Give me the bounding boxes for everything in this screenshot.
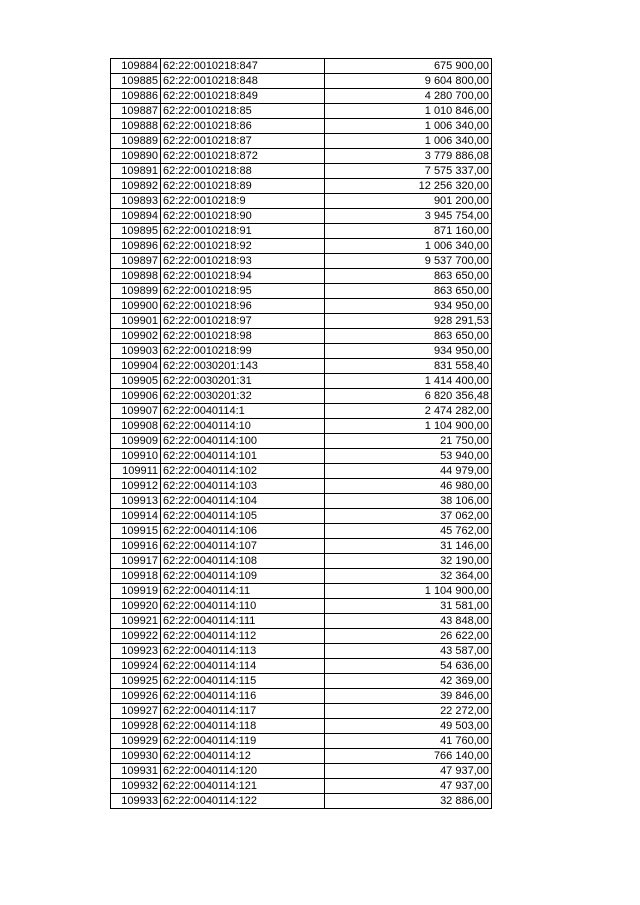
row-number-cell: 109884 <box>111 59 161 74</box>
table-row <box>111 689 492 704</box>
cadastral-number-cell: 62:22:0010218:847 <box>161 59 325 74</box>
table-row <box>111 704 492 719</box>
cadastral-value-cell: 32 190,00 <box>325 554 492 569</box>
cadastral-value-cell: 31 581,00 <box>325 599 492 614</box>
cadastral-number-cell: 62:22:0040114:1 <box>161 404 325 419</box>
table-row <box>111 434 492 449</box>
cadastral-value-cell: 863 650,00 <box>325 269 492 284</box>
table-row <box>111 269 492 284</box>
row-number-cell: 109898 <box>111 269 161 284</box>
table-row <box>111 764 492 779</box>
cadastral-value-table <box>110 58 492 809</box>
row-number-cell: 109921 <box>111 614 161 629</box>
cadastral-number-cell: 62:22:0040114:10 <box>161 419 325 434</box>
table-row <box>111 464 492 479</box>
row-number-cell: 109885 <box>111 74 161 89</box>
table-row <box>111 89 492 104</box>
cadastral-value-cell: 1 104 900,00 <box>325 419 492 434</box>
row-number-cell: 109910 <box>111 449 161 464</box>
cadastral-number-cell: 62:22:0040114:100 <box>161 434 325 449</box>
cadastral-value-cell: 871 160,00 <box>325 224 492 239</box>
cadastral-value-cell: 1 006 340,00 <box>325 119 492 134</box>
cadastral-number-cell: 62:22:0010218:96 <box>161 299 325 314</box>
cadastral-number-cell: 62:22:0040114:108 <box>161 554 325 569</box>
table-row <box>111 389 492 404</box>
table-row <box>111 779 492 794</box>
table-row <box>111 104 492 119</box>
table-row <box>111 794 492 809</box>
table-row <box>111 299 492 314</box>
cadastral-number-cell: 62:22:0040114:104 <box>161 494 325 509</box>
cadastral-value-cell: 863 650,00 <box>325 284 492 299</box>
cadastral-number-cell: 62:22:0030201:31 <box>161 374 325 389</box>
cadastral-number-cell: 62:22:0040114:117 <box>161 704 325 719</box>
cadastral-number-cell: 62:22:0010218:86 <box>161 119 325 134</box>
cadastral-value-cell: 54 636,00 <box>325 659 492 674</box>
cadastral-value-cell: 39 846,00 <box>325 689 492 704</box>
table-row <box>111 284 492 299</box>
row-number-cell: 109929 <box>111 734 161 749</box>
table-row <box>111 314 492 329</box>
row-number-cell: 109926 <box>111 689 161 704</box>
cadastral-number-cell: 62:22:0010218:848 <box>161 74 325 89</box>
cadastral-value-cell: 4 280 700,00 <box>325 89 492 104</box>
cadastral-value-cell: 47 937,00 <box>325 779 492 794</box>
cadastral-number-cell: 62:22:0040114:122 <box>161 794 325 809</box>
row-number-cell: 109890 <box>111 149 161 164</box>
cadastral-number-cell: 62:22:0010218:87 <box>161 134 325 149</box>
cadastral-value-cell: 934 950,00 <box>325 299 492 314</box>
row-number-cell: 109917 <box>111 554 161 569</box>
cadastral-value-cell: 863 650,00 <box>325 329 492 344</box>
cadastral-value-cell: 47 937,00 <box>325 764 492 779</box>
table-row <box>111 224 492 239</box>
row-number-cell: 109896 <box>111 239 161 254</box>
table-row <box>111 584 492 599</box>
row-number-cell: 109900 <box>111 299 161 314</box>
row-number-cell: 109887 <box>111 104 161 119</box>
cadastral-value-cell: 1 006 340,00 <box>325 239 492 254</box>
cadastral-number-cell: 62:22:0040114:106 <box>161 524 325 539</box>
cadastral-number-cell: 62:22:0010218:97 <box>161 314 325 329</box>
cadastral-number-cell: 62:22:0040114:114 <box>161 659 325 674</box>
table-row <box>111 164 492 179</box>
row-number-cell: 109914 <box>111 509 161 524</box>
cadastral-value-cell: 42 369,00 <box>325 674 492 689</box>
table-row <box>111 719 492 734</box>
cadastral-number-cell: 62:22:0010218:93 <box>161 254 325 269</box>
cadastral-number-cell: 62:22:0010218:872 <box>161 149 325 164</box>
cadastral-value-cell: 3 779 886,08 <box>325 149 492 164</box>
table-row <box>111 659 492 674</box>
cadastral-number-cell: 62:22:0010218:91 <box>161 224 325 239</box>
table-row <box>111 254 492 269</box>
cadastral-value-cell: 7 575 337,00 <box>325 164 492 179</box>
cadastral-number-cell: 62:22:0040114:112 <box>161 629 325 644</box>
cadastral-number-cell: 62:22:0010218:92 <box>161 239 325 254</box>
row-number-cell: 109915 <box>111 524 161 539</box>
table-row <box>111 149 492 164</box>
table-row <box>111 674 492 689</box>
table-row <box>111 59 492 74</box>
table-row <box>111 179 492 194</box>
table-row <box>111 344 492 359</box>
row-number-cell: 109907 <box>111 404 161 419</box>
cadastral-number-cell: 62:22:0040114:115 <box>161 674 325 689</box>
cadastral-number-cell: 62:22:0040114:120 <box>161 764 325 779</box>
cadastral-number-cell: 62:22:0040114:102 <box>161 464 325 479</box>
row-number-cell: 109892 <box>111 179 161 194</box>
cadastral-value-cell: 44 979,00 <box>325 464 492 479</box>
cadastral-value-cell: 9 537 700,00 <box>325 254 492 269</box>
table-row <box>111 209 492 224</box>
cadastral-value-cell: 37 062,00 <box>325 509 492 524</box>
cadastral-value-cell: 21 750,00 <box>325 434 492 449</box>
cadastral-value-cell: 766 140,00 <box>325 749 492 764</box>
row-number-cell: 109908 <box>111 419 161 434</box>
cadastral-value-cell: 31 146,00 <box>325 539 492 554</box>
cadastral-number-cell: 62:22:0010218:99 <box>161 344 325 359</box>
cadastral-number-cell: 62:22:0040114:119 <box>161 734 325 749</box>
row-number-cell: 109906 <box>111 389 161 404</box>
row-number-cell: 109893 <box>111 194 161 209</box>
table-row <box>111 569 492 584</box>
row-number-cell: 109889 <box>111 134 161 149</box>
table-row <box>111 644 492 659</box>
table-row <box>111 404 492 419</box>
cadastral-number-cell: 62:22:0040114:11 <box>161 584 325 599</box>
cadastral-number-cell: 62:22:0040114:111 <box>161 614 325 629</box>
table-row <box>111 479 492 494</box>
cadastral-value-cell: 32 364,00 <box>325 569 492 584</box>
row-number-cell: 109923 <box>111 644 161 659</box>
row-number-cell: 109912 <box>111 479 161 494</box>
row-number-cell: 109916 <box>111 539 161 554</box>
cadastral-number-cell: 62:22:0040114:121 <box>161 779 325 794</box>
table-row <box>111 509 492 524</box>
cadastral-number-cell: 62:22:0040114:109 <box>161 569 325 584</box>
cadastral-number-cell: 62:22:0010218:85 <box>161 104 325 119</box>
row-number-cell: 109920 <box>111 599 161 614</box>
cadastral-number-cell: 62:22:0010218:98 <box>161 329 325 344</box>
row-number-cell: 109918 <box>111 569 161 584</box>
cadastral-value-cell: 901 200,00 <box>325 194 492 209</box>
cadastral-number-cell: 62:22:0040114:118 <box>161 719 325 734</box>
row-number-cell: 109919 <box>111 584 161 599</box>
cadastral-value-cell: 41 760,00 <box>325 734 492 749</box>
row-number-cell: 109925 <box>111 674 161 689</box>
table-row <box>111 539 492 554</box>
row-number-cell: 109904 <box>111 359 161 374</box>
cadastral-value-cell: 2 474 282,00 <box>325 404 492 419</box>
row-number-cell: 109899 <box>111 284 161 299</box>
row-number-cell: 109901 <box>111 314 161 329</box>
row-number-cell: 109895 <box>111 224 161 239</box>
table-row <box>111 629 492 644</box>
table-row <box>111 599 492 614</box>
row-number-cell: 109905 <box>111 374 161 389</box>
cadastral-value-cell: 45 762,00 <box>325 524 492 539</box>
cadastral-value-cell: 928 291,53 <box>325 314 492 329</box>
cadastral-value-cell: 1 006 340,00 <box>325 134 492 149</box>
table-row <box>111 329 492 344</box>
row-number-cell: 109897 <box>111 254 161 269</box>
table-row <box>111 374 492 389</box>
cadastral-number-cell: 62:22:0040114:103 <box>161 479 325 494</box>
cadastral-number-cell: 62:22:0040114:105 <box>161 509 325 524</box>
table-row <box>111 239 492 254</box>
row-number-cell: 109886 <box>111 89 161 104</box>
cadastral-value-cell: 12 256 320,00 <box>325 179 492 194</box>
table-row <box>111 359 492 374</box>
cadastral-number-cell: 62:22:0010218:849 <box>161 89 325 104</box>
cadastral-value-cell: 32 886,00 <box>325 794 492 809</box>
cadastral-value-cell: 46 980,00 <box>325 479 492 494</box>
row-number-cell: 109902 <box>111 329 161 344</box>
cadastral-number-cell: 62:22:0040114:113 <box>161 644 325 659</box>
cadastral-value-cell: 38 106,00 <box>325 494 492 509</box>
row-number-cell: 109924 <box>111 659 161 674</box>
cadastral-value-cell: 831 558,40 <box>325 359 492 374</box>
cadastral-value-cell: 26 622,00 <box>325 629 492 644</box>
cadastral-number-cell: 62:22:0010218:90 <box>161 209 325 224</box>
table-row <box>111 614 492 629</box>
table-row <box>111 734 492 749</box>
table-row <box>111 119 492 134</box>
row-number-cell: 109894 <box>111 209 161 224</box>
row-number-cell: 109931 <box>111 764 161 779</box>
cadastral-value-cell: 934 950,00 <box>325 344 492 359</box>
cadastral-number-cell: 62:22:0040114:107 <box>161 539 325 554</box>
table-body <box>111 59 492 809</box>
table-row <box>111 194 492 209</box>
cadastral-number-cell: 62:22:0010218:94 <box>161 269 325 284</box>
cadastral-number-cell: 62:22:0040114:110 <box>161 599 325 614</box>
cadastral-value-cell: 49 503,00 <box>325 719 492 734</box>
cadastral-value-cell: 53 940,00 <box>325 449 492 464</box>
cadastral-value-cell: 6 820 356,48 <box>325 389 492 404</box>
cadastral-value-cell: 675 900,00 <box>325 59 492 74</box>
row-number-cell: 109930 <box>111 749 161 764</box>
cadastral-value-cell: 3 945 754,00 <box>325 209 492 224</box>
table-row <box>111 554 492 569</box>
table-row <box>111 449 492 464</box>
table-row <box>111 749 492 764</box>
cadastral-number-cell: 62:22:0040114:12 <box>161 749 325 764</box>
table-row <box>111 494 492 509</box>
row-number-cell: 109911 <box>111 464 161 479</box>
cadastral-number-cell: 62:22:0010218:95 <box>161 284 325 299</box>
row-number-cell: 109928 <box>111 719 161 734</box>
row-number-cell: 109913 <box>111 494 161 509</box>
cadastral-value-cell: 1 414 400,00 <box>325 374 492 389</box>
row-number-cell: 109922 <box>111 629 161 644</box>
cadastral-value-cell: 1 010 846,00 <box>325 104 492 119</box>
row-number-cell: 109909 <box>111 434 161 449</box>
table-row <box>111 524 492 539</box>
cadastral-number-cell: 62:22:0010218:89 <box>161 179 325 194</box>
table-row <box>111 74 492 89</box>
table-row <box>111 419 492 434</box>
cadastral-number-cell: 62:22:0040114:101 <box>161 449 325 464</box>
row-number-cell: 109927 <box>111 704 161 719</box>
cadastral-value-cell: 9 604 800,00 <box>325 74 492 89</box>
row-number-cell: 109888 <box>111 119 161 134</box>
cadastral-number-cell: 62:22:0040114:116 <box>161 689 325 704</box>
row-number-cell: 109891 <box>111 164 161 179</box>
table-row <box>111 134 492 149</box>
cadastral-number-cell: 62:22:0010218:9 <box>161 194 325 209</box>
cadastral-value-cell: 22 272,00 <box>325 704 492 719</box>
row-number-cell: 109932 <box>111 779 161 794</box>
cadastral-number-cell: 62:22:0030201:143 <box>161 359 325 374</box>
cadastral-value-cell: 43 848,00 <box>325 614 492 629</box>
row-number-cell: 109933 <box>111 794 161 809</box>
cadastral-number-cell: 62:22:0010218:88 <box>161 164 325 179</box>
cadastral-value-cell: 43 587,00 <box>325 644 492 659</box>
row-number-cell: 109903 <box>111 344 161 359</box>
cadastral-number-cell: 62:22:0030201:32 <box>161 389 325 404</box>
cadastral-value-cell: 1 104 900,00 <box>325 584 492 599</box>
